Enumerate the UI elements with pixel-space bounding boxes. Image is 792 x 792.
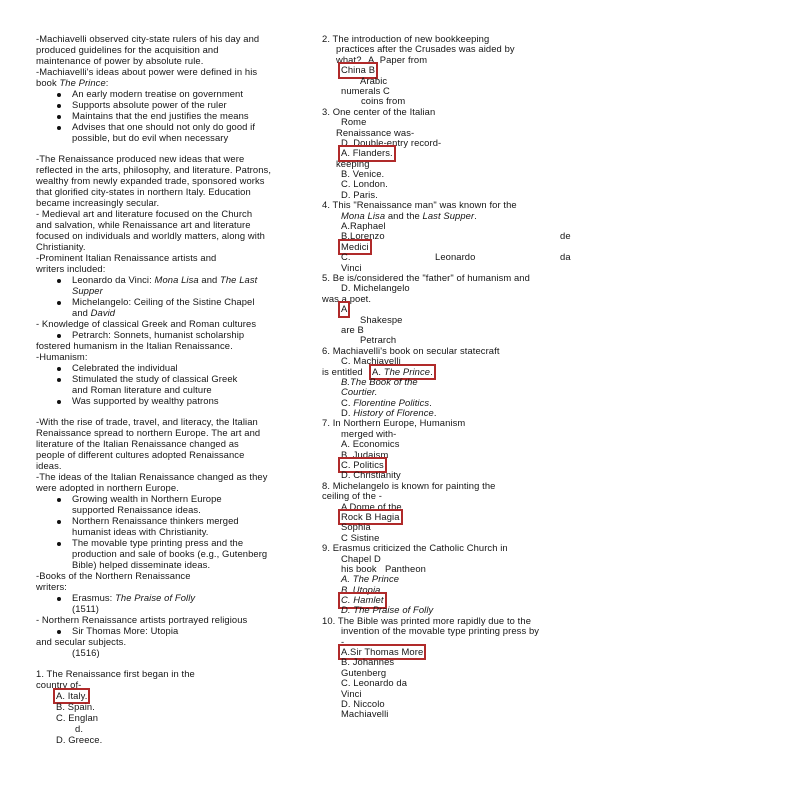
text-line: ideas. — [36, 460, 62, 471]
text-row — [0, 481, 792, 491]
text-line: became increasingly secular. — [36, 197, 160, 208]
text-row — [0, 657, 792, 667]
text-line: what? — [336, 53, 362, 65]
text-line: B.Lorenzo — [341, 230, 385, 242]
text-line: Supports absolute power of the ruler — [72, 99, 227, 110]
italic-text: B. — [341, 583, 353, 595]
text-line: Northern Renaissance thinkers merged — [72, 515, 239, 526]
text-segment: and the — [385, 209, 423, 221]
text-line: Vinci — [341, 687, 362, 699]
text-row — [0, 522, 792, 532]
text-line: merged with- — [341, 427, 397, 439]
text-line: Bible) helped disseminate ideas. — [72, 559, 211, 570]
text-line: Pantheon — [385, 562, 426, 574]
text-line: Maintains that the end justifies the means — [72, 110, 249, 121]
text-row — [0, 55, 792, 65]
text-line: Advises that one should not only do good if — [72, 121, 256, 132]
text-row — [0, 678, 792, 688]
italic-text: Last Supper — [422, 209, 475, 221]
text-line: 4. This "Renaissance man" was known for the — [322, 199, 517, 211]
text-line: -Books of the Northern Renaissance — [36, 570, 191, 581]
text-line: (1511) — [72, 603, 100, 614]
text-row — [0, 138, 792, 148]
text-row — [0, 377, 792, 387]
text-line: -Humanism: — [36, 351, 88, 362]
text-segment: . — [429, 396, 432, 408]
text-row — [0, 585, 792, 595]
highlighted-answer: China B — [341, 64, 376, 76]
text-line: production and sale of books (e.g., Gutenberg — [72, 548, 268, 559]
text-line: C. — [341, 251, 351, 263]
text-row — [0, 450, 792, 460]
text-line: Petrarch: Sonnets, humanist scholarship — [72, 329, 245, 340]
text-line: numerals C — [341, 84, 390, 96]
text-line: wealthy from newly expanded trade, sponsored works — [36, 175, 265, 186]
text-line: invention of the movable type printing press by — [341, 625, 540, 637]
italic-text: A. — [341, 573, 353, 585]
text-line: Christianity. — [36, 241, 86, 252]
text-row — [0, 735, 310, 746]
text-line: ceiling of the - — [322, 490, 382, 502]
text-line: C. Leonardo da — [341, 677, 408, 689]
text-line: country of- — [36, 679, 82, 690]
italic-text: The Prince — [59, 77, 106, 88]
text-line: -The Renaissance produced new ideas that were — [36, 153, 245, 164]
italic-text: David — [90, 307, 116, 318]
text-line: A.Raphael — [341, 220, 386, 232]
text-line: Was supported by wealthy patrons — [72, 395, 219, 406]
text-row — [0, 543, 792, 553]
text-line: keeping — [336, 157, 370, 169]
text-line: - Knowledge of classical Greek and Roman cultures — [36, 318, 257, 329]
text-line: literature of the Italian Renaissance changed as — [36, 438, 239, 449]
italic-text: The Praise of Folly — [353, 604, 434, 616]
text-line: C. Machiavelli — [341, 355, 401, 367]
text-line: d. — [75, 723, 84, 734]
text-line: were adopted in northern Europe. — [36, 482, 179, 493]
text-line: coins from — [361, 95, 406, 107]
text-line: Petrarch — [360, 334, 397, 346]
text-row — [0, 283, 792, 293]
text-line: D. Greece. — [56, 734, 103, 745]
text-line: B. Spain. — [56, 701, 95, 712]
text-row — [0, 439, 792, 449]
text-line: da — [560, 251, 571, 263]
text-line: 3. One center of the Italian — [322, 105, 436, 117]
text-segment: and — [198, 274, 221, 285]
text-row — [0, 647, 792, 657]
text-line: D. Niccolo — [341, 698, 385, 709]
highlighted-answer: A — [341, 303, 348, 315]
text-line: 9. Erasmus criticized the Catholic Church in — [322, 542, 508, 554]
text-segment: A. — [372, 365, 384, 377]
text-row — [0, 159, 792, 169]
text-line: writers included: — [36, 263, 106, 274]
text-row — [0, 418, 792, 428]
text-row — [0, 512, 792, 522]
italic-text: B.The Book of the — [341, 375, 418, 387]
text-line: are B — [341, 323, 364, 335]
italic-text: Utopia — [352, 583, 381, 595]
text-segment: . — [433, 407, 437, 419]
text-segment: and — [72, 307, 91, 318]
text-line: - Northern Renaissance artists portrayed religious — [36, 614, 248, 625]
text-row — [0, 208, 792, 221]
text-row — [0, 304, 792, 314]
text-row — [0, 169, 792, 179]
italic-text: C. — [341, 594, 354, 606]
text-line: fostered humanism in the Italian Renaissance. — [36, 340, 233, 351]
italic-text: Hamlet — [353, 594, 384, 606]
text-line: and salvation, while Renaissance art and literature — [36, 219, 251, 230]
text-row — [0, 315, 792, 325]
text-line: that glorified city-states in northern Italy. Education — [36, 186, 251, 197]
text-row — [0, 689, 792, 699]
italic-text: Florentine Politics — [353, 396, 430, 408]
text-row — [0, 76, 792, 86]
text-line: -Machiavelli's ideas about power were defined in his — [36, 66, 258, 77]
text-row — [0, 294, 792, 304]
text-line: D. Michelangelo — [341, 282, 410, 294]
text-line: -With the rise of trade, travel, and literacy, the Italian — [36, 416, 258, 427]
italic-text: Mona Lisa — [341, 209, 386, 221]
text-line: -Prominent Italian Renaissance artists and — [36, 252, 217, 263]
italic-text: Mona Lisa — [154, 274, 199, 285]
text-line: and Roman literature and culture — [72, 384, 212, 395]
text-row — [0, 709, 792, 719]
text-line: D. Paris. — [341, 188, 378, 200]
highlighted-answer: Rock B Hagia — [341, 510, 400, 522]
text-line: his book — [341, 562, 377, 574]
text-segment: . — [430, 365, 433, 377]
text-line: The movable type printing press and the — [72, 537, 244, 548]
text-line: Renaissance was- — [336, 126, 415, 138]
text-row — [0, 699, 792, 709]
text-line: 6. Machiavelli's book on secular statecraft — [322, 344, 500, 356]
italic-text: The Last — [220, 274, 258, 285]
highlighted-answer: Medici — [341, 240, 369, 252]
text-line: Shakespe — [360, 313, 403, 325]
text-line: Machiavelli — [341, 708, 389, 720]
text-line: B. Judaism — [341, 448, 389, 460]
text-line: 2. The introduction of new bookkeeping — [322, 33, 490, 44]
text-line: was a poet. — [322, 292, 372, 304]
text-line: A. Paper from — [368, 53, 428, 65]
text-segment: book — [36, 77, 60, 88]
text-line: 8. Michelangelo is known for painting the — [322, 479, 496, 491]
text-line: Renaissance spread to northern Europe. The art and — [36, 427, 261, 438]
text-line: humanist ideas with Christianity. — [72, 526, 209, 537]
italic-text: D. — [341, 604, 354, 616]
text-line: A Dome of the — [341, 500, 402, 512]
text-line: de — [560, 230, 571, 242]
text-line: B. Johannes — [341, 656, 395, 668]
text-line: writers: — [36, 581, 68, 592]
text-line: possible, but do evil when necessary — [72, 132, 229, 143]
text-line: C. London. — [341, 178, 388, 190]
text-line: 5. Be is/considered the "father" of humanism and — [322, 271, 530, 283]
text-row — [0, 107, 792, 117]
text-row — [0, 65, 792, 75]
text-row — [0, 252, 792, 262]
italic-text: The Praise of Folly — [115, 592, 196, 603]
text-line: maintenance of power by absolute rule. — [36, 55, 204, 66]
italic-text: Supper — [72, 285, 103, 296]
text-segment: D. — [341, 407, 354, 419]
text-line: focused on individuals and worldly matters, along with — [36, 230, 265, 241]
text-line: Arabic — [360, 74, 388, 86]
text-line: A. Economics — [341, 438, 400, 450]
italic-text: The Prince — [383, 365, 431, 377]
text-line: Gutenberg — [341, 666, 387, 678]
text-line: produced guidelines for the acquisition and — [36, 44, 219, 55]
text-line: practices after the Crusades was aided by — [336, 43, 515, 55]
italic-text: Courtier. — [341, 386, 378, 398]
text-line: people of different cultures adopted Renaissance — [36, 449, 245, 460]
text-line: D. Double-entry record- — [341, 136, 442, 148]
text-line: 1. The Renaissance first began in the — [36, 668, 195, 679]
italic-text: The Prince — [352, 573, 400, 585]
text-row — [0, 626, 792, 636]
text-line: Leonardo — [435, 251, 476, 263]
text-row — [0, 148, 792, 158]
text-row — [0, 231, 792, 241]
text-line: Michelangelo: Ceiling of the Sistine Chapel — [72, 296, 255, 307]
text-line: is entitled — [322, 365, 363, 377]
text-row — [0, 221, 792, 231]
text-line: Sir Thomas More: Utopia — [72, 625, 179, 636]
highlighted-answer: A. Flanders. — [341, 147, 393, 159]
text-line: An early modern treatise on government — [72, 88, 244, 99]
text-line: C Sistine — [341, 531, 380, 543]
text-line: - Medieval art and literature focused on the Church — [36, 208, 253, 219]
text-line: - — [341, 635, 345, 647]
text-line: and secular subjects. — [36, 636, 127, 647]
text-line: Rome — [341, 116, 367, 128]
text-line: B. Venice. — [341, 168, 385, 180]
text-row — [0, 724, 310, 735]
text-line: Celebrated the individual — [72, 362, 178, 373]
text-row — [0, 325, 792, 335]
text-segment: Erasmus: — [72, 592, 116, 603]
text-segment: . — [474, 209, 477, 221]
text-segment: : — [105, 77, 109, 88]
text-line: -Machiavelli observed city-state rulers of his day and — [36, 33, 260, 44]
highlighted-answer: A.Sir Thomas More — [341, 646, 424, 658]
text-line: Sophia — [341, 521, 371, 533]
text-row — [0, 117, 792, 127]
text-row — [0, 574, 792, 584]
text-line: Growing wealth in Northern Europe — [72, 493, 222, 504]
text-segment: C. — [341, 396, 354, 408]
text-row — [0, 179, 792, 189]
text-line: (1516) — [72, 647, 100, 658]
text-line: Stimulated the study of classical Greek — [72, 373, 238, 384]
text-line: -The ideas of the Italian Renaissance changed as they — [36, 471, 268, 482]
text-line: 10. The Bible was printed more rapidly due to the — [322, 614, 532, 626]
quiz-questions-column — [0, 34, 792, 720]
text-line: C. Englan — [56, 712, 99, 723]
text-segment: Leonardo da Vinci: — [72, 274, 155, 285]
text-line: 7. In Northern Europe, Humanism — [322, 417, 466, 429]
highlighted-answer: C. Politics — [341, 459, 384, 471]
text-line: Chapel D — [341, 552, 381, 564]
italic-text: History of Florence — [353, 407, 434, 419]
text-line: supported Renaissance ideas. — [72, 504, 201, 515]
text-line: D. Christianity — [341, 469, 401, 481]
text-line: Vinci — [341, 261, 362, 273]
text-line: reflected in the arts, philosophy, and literature. Patrons, — [36, 164, 272, 175]
text-row — [0, 242, 792, 252]
highlighted-answer: A. Italy. — [56, 690, 88, 701]
